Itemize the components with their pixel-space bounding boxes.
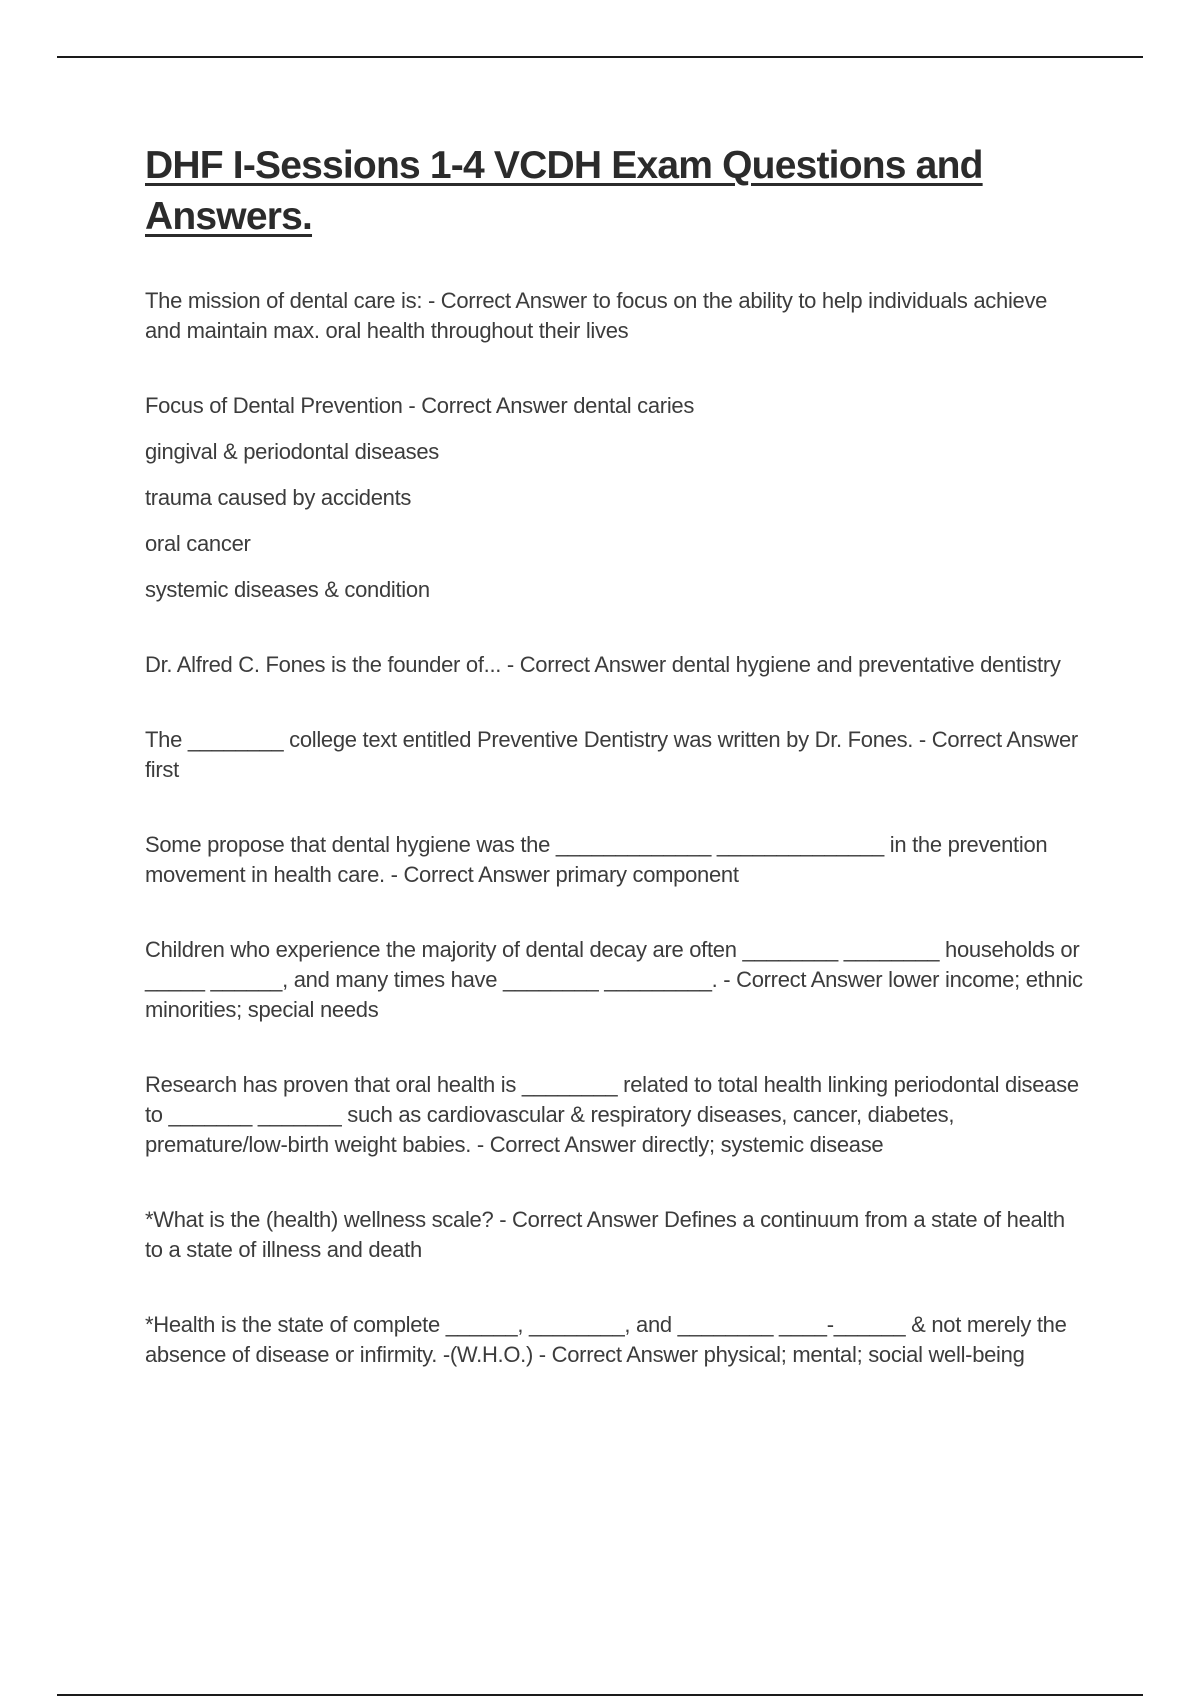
qa-entry-prevention-movement (145, 830, 1085, 890)
qa-text: The ________ college text entitled Preventive Dentistry was written by Dr. Fones. - Correct Answer first (145, 727, 1078, 782)
document-body (145, 140, 1085, 1370)
qa-entry-health-definition (145, 1310, 1085, 1370)
qa-answer-line: oral cancer (145, 531, 251, 556)
qa-text: *Health is the state of complete ______, ________, and ________ ____-______ & not merely the absence of disease or infirmity. -(W.H.O.) - Correct Answer physical; mental; social well-being (145, 1312, 1067, 1367)
qa-entry-research-oral-health (145, 1070, 1085, 1160)
qa-answer-line: systemic diseases & condition (145, 577, 430, 602)
qa-answer-line: trauma caused by accidents (145, 485, 412, 510)
qa-entry-mission (145, 286, 1085, 346)
qa-entry-focus-prevention (145, 391, 1085, 605)
top-rule (57, 56, 1143, 58)
title-line-2: Answers. (145, 195, 313, 238)
qa-text: The mission of dental care is: - Correct Answer to focus on the ability to help individuals achieve and maintain max. oral health throughout their lives (145, 288, 1048, 343)
qa-text: Focus of Dental Prevention - Correct Answer dental caries (145, 393, 695, 418)
qa-text: Some propose that dental hygiene was the _____________ ______________ in the prevention movement in health care. - Correct Answer primary component (145, 832, 1048, 887)
qa-entry-preventive-text (145, 725, 1085, 785)
bottom-rule (57, 1694, 1143, 1696)
qa-entry-fones-founder (145, 650, 1085, 680)
qa-text: *What is the (health) wellness scale? - Correct Answer Defines a continuum from a state of health to a state of illness and death (145, 1207, 1065, 1262)
qa-entry-wellness-scale (145, 1205, 1085, 1265)
qa-entry-children-decay (145, 935, 1085, 1025)
qa-list (145, 286, 1085, 1370)
qa-answer-line: gingival & periodontal diseases (145, 439, 440, 464)
qa-text: Research has proven that oral health is ________ related to total health linking periodontal disease to _______ _______ such as cardiovascular & respiratory diseases, cancer, diabetes, premature/low-birth weight babies. - Correct Answer directly; systemic disease (145, 1072, 1079, 1157)
document-title (145, 140, 1085, 242)
title-line-1: DHF I-Sessions 1-4 VCDH Exam Questions and (145, 144, 983, 187)
qa-text: Dr. Alfred C. Fones is the founder of... - Correct Answer dental hygiene and preventative dentistry (145, 652, 1061, 677)
qa-text: Children who experience the majority of dental decay are often ________ ________ households or _____ ______, and many times have ________ _________. - Correct Answer lower income; ethnic minorities; special needs (145, 937, 1083, 1022)
